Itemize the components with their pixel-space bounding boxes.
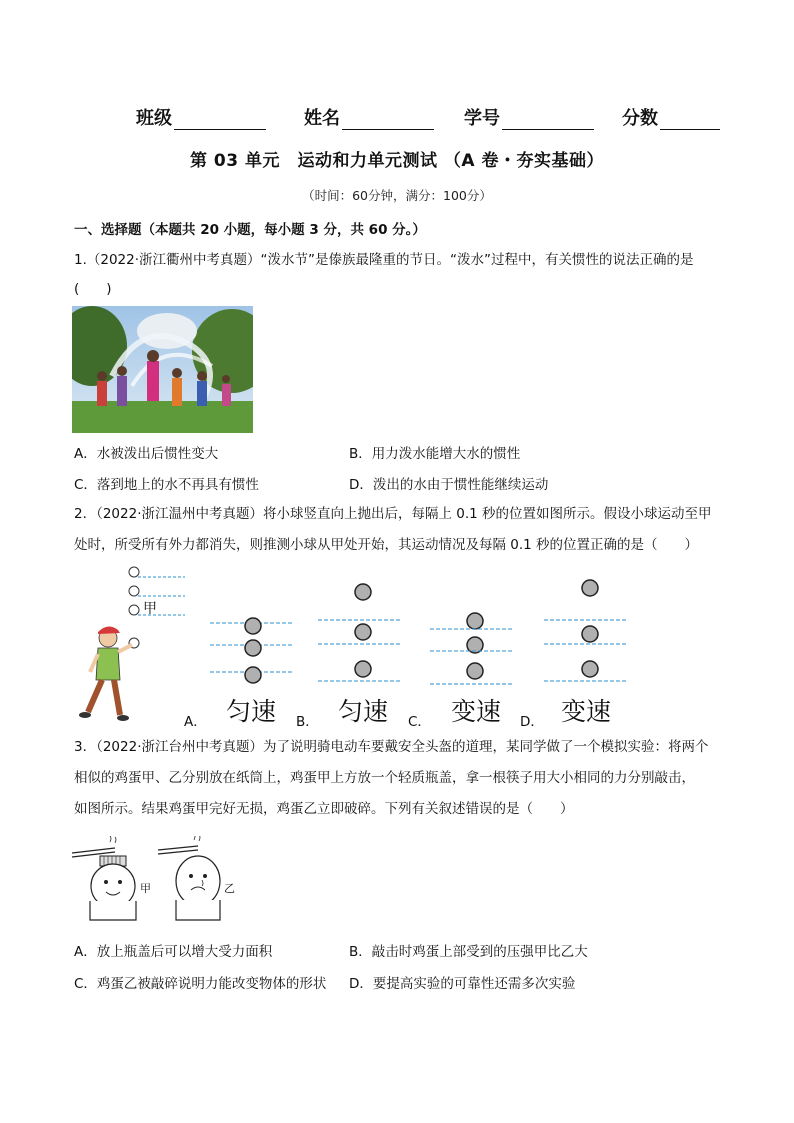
egg-yi-label: 乙 <box>224 882 235 895</box>
q1-option-d[interactable]: D．泼出的水由于惯性能继续运动 <box>349 477 549 493</box>
thrower-figure <box>79 567 185 721</box>
q1-option-c[interactable]: C．落到地上的水不再具有惯性 <box>74 477 259 493</box>
name-field <box>304 104 434 130</box>
question-3-stem-line-1: 3．（2022·浙江台州中考真题）为了说明骑电动车要戴安全头盔的道理，某同学做了一个模拟实验：将两个 <box>74 739 709 755</box>
q2-option-c-text: 变速 <box>451 697 502 726</box>
score-label: 分数 <box>622 108 658 129</box>
student-id-field <box>464 104 594 130</box>
q2-option-c-label[interactable]: C． <box>408 714 431 730</box>
q2-option-b-label[interactable]: B． <box>296 714 319 730</box>
egg-jia-label: 甲 <box>140 882 151 895</box>
option-c-diagram <box>430 613 514 684</box>
egg-experiment-diagram <box>70 836 270 926</box>
option-b-diagram <box>318 584 402 681</box>
name-label: 姓名 <box>304 108 340 129</box>
egg-jia <box>72 836 136 920</box>
student-id-label: 学号 <box>464 108 500 129</box>
question-2-stem-line-2: 处时，所受所有外力都消失，则推测小球从甲处开始，其运动情况及每隔 0.1 秒的位置正确的是（ ） <box>74 537 699 553</box>
q1-option-a[interactable]: A．水被泼出后惯性变大 <box>74 446 219 462</box>
class-blank[interactable] <box>174 109 266 130</box>
q3-option-c[interactable]: C．鸡蛋乙被敲碎说明力能改变物体的形状 <box>74 976 327 992</box>
class-field <box>136 104 266 130</box>
score-field <box>622 104 720 130</box>
question-2-stem-line-1: 2．（2022·浙江温州中考真题）将小球竖直向上抛出后，每隔上 0.1 秒的位置如图所示。假设小球运动至甲 <box>74 506 712 522</box>
q2-option-d-label[interactable]: D． <box>520 714 544 730</box>
q3-figure <box>70 836 270 926</box>
q2-option-d-text: 变速 <box>561 697 612 726</box>
question-3-stem-line-2: 相似的鸡蛋甲、乙分别放在纸筒上，鸡蛋甲上方放一个轻质瓶盖，拿一根筷子用大小相同的力分别敲击， <box>74 770 695 786</box>
question-3-stem-line-3: 如图所示。结果鸡蛋甲完好无损，鸡蛋乙立即破碎。下列有关叙述错误的是（ ） <box>74 801 574 817</box>
option-a-diagram <box>210 618 292 683</box>
egg-yi <box>158 836 220 920</box>
exam-info: （时间：60分钟，满分：100分） <box>302 188 492 203</box>
option-d-diagram <box>544 580 628 681</box>
student-info-header <box>136 104 736 134</box>
q2-option-a-label[interactable]: A． <box>184 714 207 730</box>
water-festival-photo <box>72 306 253 433</box>
q2-ball-diagram <box>70 560 730 730</box>
q2-figure <box>70 560 730 730</box>
question-1-stem: 1.（2022·浙江衢州中考真题）“泼水节”是傣族最隆重的节日。“泼水”过程中，有关惯性的说法正确的是( ) <box>74 252 694 297</box>
section-heading: 一、选择题（本题共 20 小题，每小题 3 分，共 60 分。） <box>74 222 426 238</box>
student-id-blank[interactable] <box>502 109 594 130</box>
q1-option-b[interactable]: B．用力泼水能增大水的惯性 <box>349 446 521 462</box>
class-label: 班级 <box>136 108 172 129</box>
q3-option-a[interactable]: A．放上瓶盖后可以增大受力面积 <box>74 944 273 960</box>
water-festival-image <box>72 306 253 433</box>
name-blank[interactable] <box>342 109 434 130</box>
score-blank[interactable] <box>660 109 720 130</box>
q3-option-b[interactable]: B．敲击时鸡蛋上部受到的压强甲比乙大 <box>349 944 588 960</box>
q3-option-d[interactable]: D．要提高实验的可靠性还需多次实验 <box>349 976 576 992</box>
q2-option-a-text: 匀速 <box>226 697 277 726</box>
q2-option-b-text: 匀速 <box>338 697 389 726</box>
page-title: 第 03 单元 运动和力单元测试 （A 卷・夯实基础） <box>190 151 604 171</box>
jia-label: 甲 <box>143 601 157 617</box>
